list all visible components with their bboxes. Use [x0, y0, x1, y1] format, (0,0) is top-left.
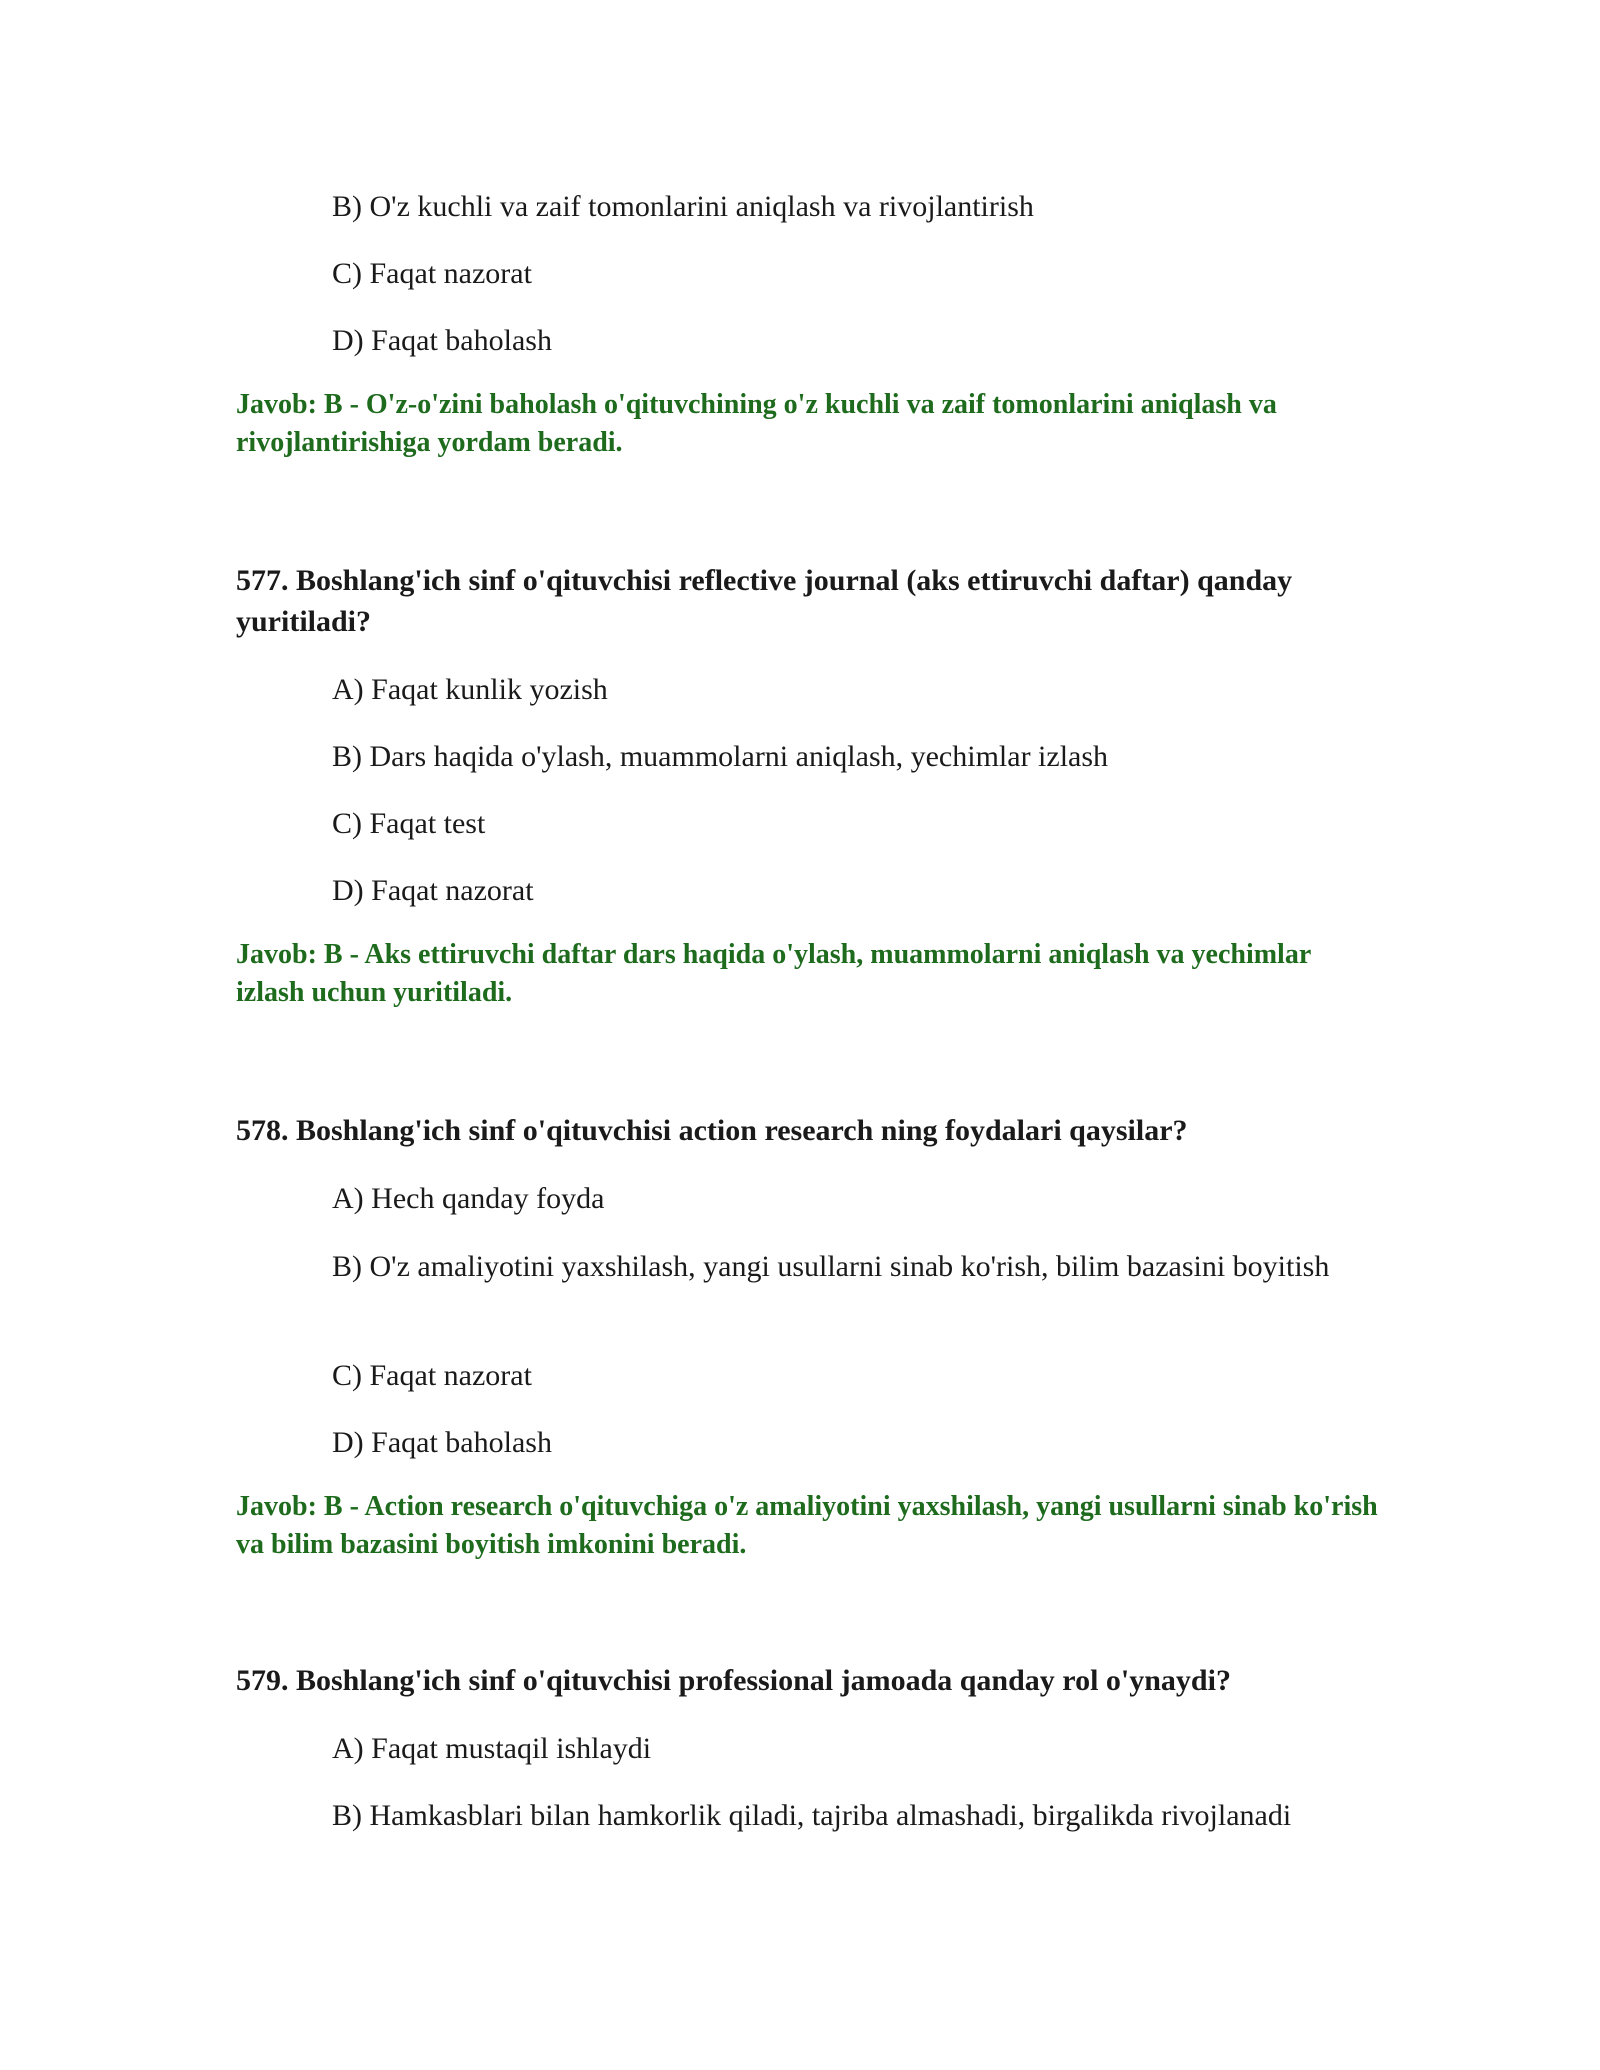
- q578-option-b: B) O'z amaliyotini yaxshilash, yangi usullarni sinab ko'rish, bilim bazasini boyitish: [332, 1250, 1330, 1283]
- q578-question: 578. Boshlang'ich sinf o'qituvchisi action research ning foydalari qaysilar?: [236, 1114, 1188, 1147]
- q577-answer: Javob: B - Aks ettiruvchi daftar dars haqida o'ylash, muammolarni aniqlash va yechimlar izlash uchun yuritiladi.: [236, 939, 1311, 1008]
- q576-option-d: D) Faqat baholash: [332, 324, 552, 357]
- q579-question: 579. Boshlang'ich sinf o'qituvchisi professional jamoada qanday rol o'ynaydi?: [236, 1664, 1231, 1697]
- q577-option-b: B) Dars haqida o'ylash, muammolarni aniqlash, yechimlar izlash: [332, 740, 1109, 773]
- q576-answer: Javob: B - O'z-o'zini baholash o'qituvchining o'z kuchli va zaif tomonlarini aniqlash va rivojlantirishiga yordam beradi.: [236, 389, 1277, 458]
- q577-option-d: D) Faqat nazorat: [332, 874, 534, 907]
- q576-option-c: C) Faqat nazorat: [332, 257, 532, 290]
- q577-option-c: C) Faqat test: [332, 807, 486, 840]
- q576-option-b: B) O'z kuchli va zaif tomonlarini aniqlash va rivojlantirish: [332, 190, 1034, 223]
- q578-option-a: A) Hech qanday foyda: [332, 1182, 605, 1215]
- q577-question: 577. Boshlang'ich sinf o'qituvchisi reflective journal (aks ettiruvchi daftar) qanday yuritiladi?: [236, 564, 1293, 638]
- q579-option-b: B) Hamkasblari bilan hamkorlik qiladi, tajriba almashadi, birgalikda rivojlanadi: [332, 1799, 1292, 1832]
- q578-option-d: D) Faqat baholash: [332, 1426, 552, 1459]
- q578-option-c: C) Faqat nazorat: [332, 1359, 532, 1392]
- q577-option-a: A) Faqat kunlik yozish: [332, 673, 608, 706]
- q579-option-a: A) Faqat mustaqil ishlaydi: [332, 1732, 652, 1765]
- q578-answer: Javob: B - Action research o'qituvchiga o'z amaliyotini yaxshilash, yangi usullarni sinab ko'rish va bilim bazasini boyitish imkonini beradi.: [236, 1491, 1378, 1560]
